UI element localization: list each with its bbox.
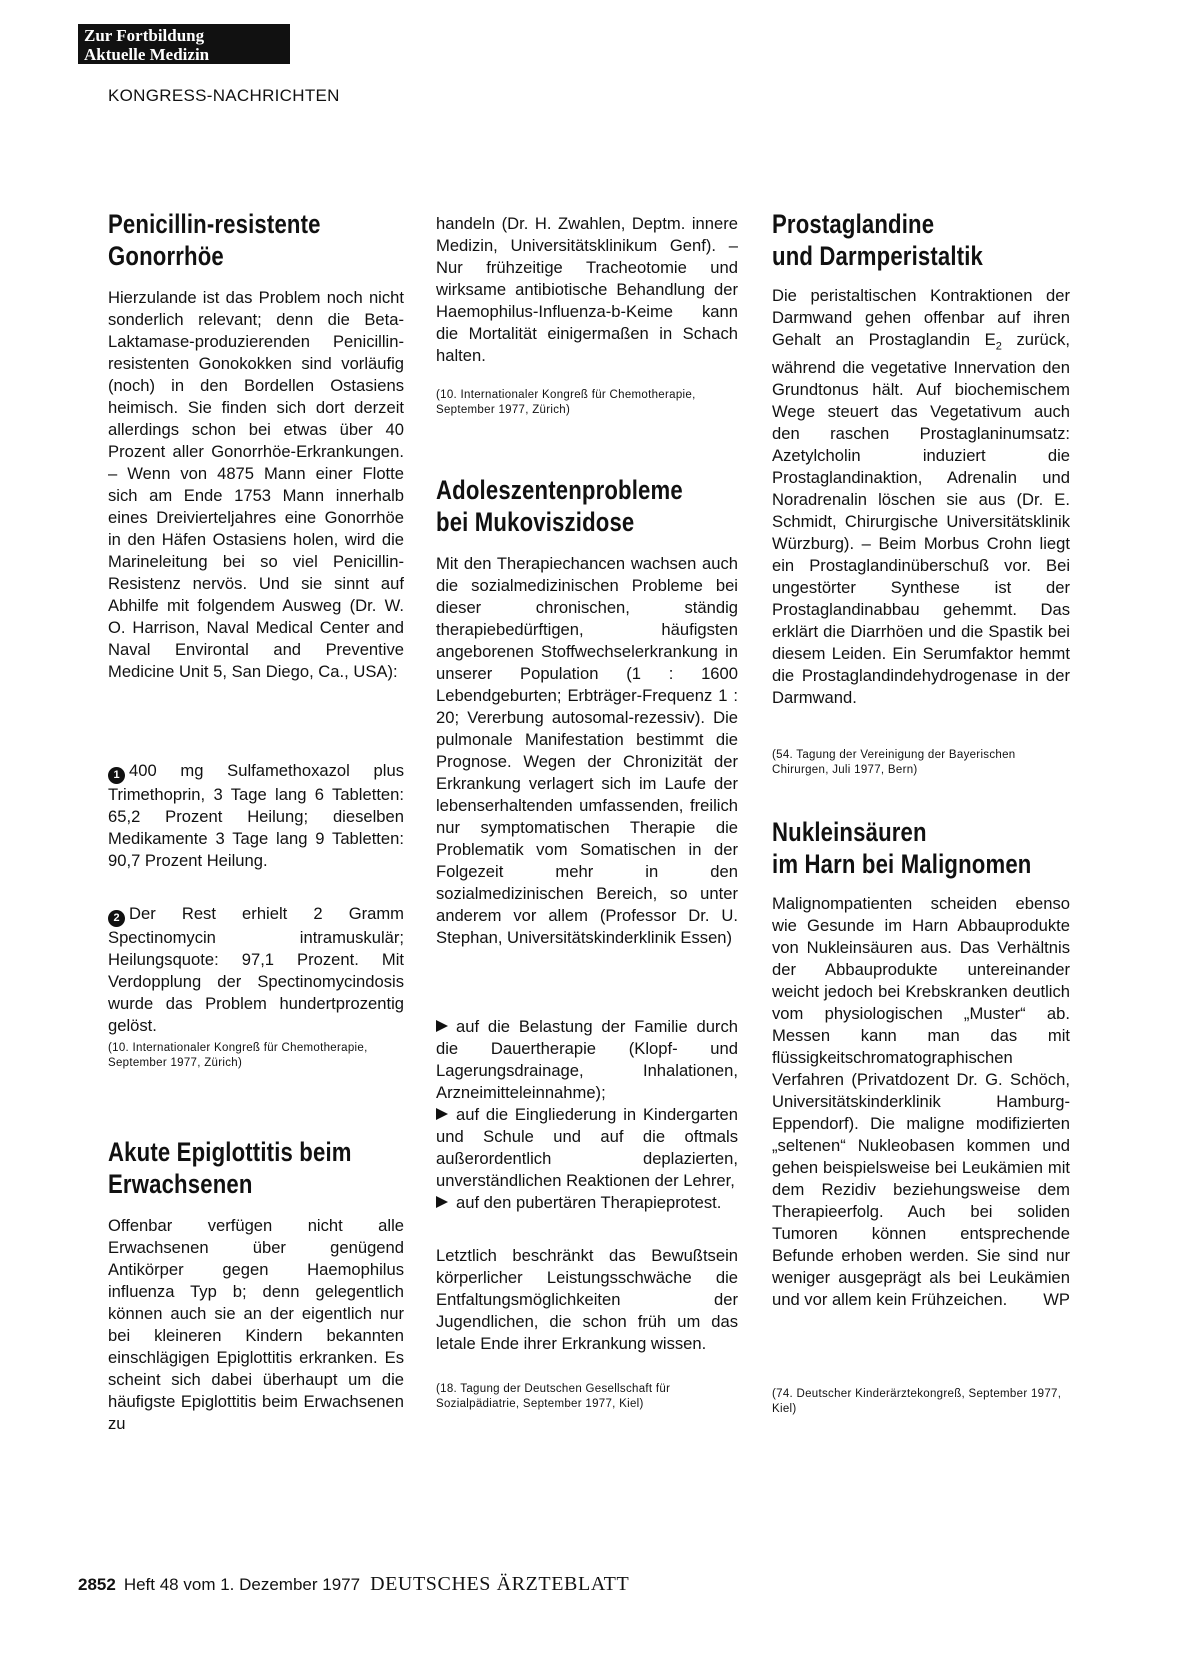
list-item-text: auf die Belastung der Familie durch die Dauertherapie (Klopf- und Lagerungsdrainage, Inhalationen, Arzneimitteleinnahme); [436, 1017, 738, 1102]
number-1-icon: 1 [108, 767, 125, 784]
title-line: Adoleszentenprobleme [436, 475, 683, 505]
badge-line-1: Zur Fortbildung [84, 26, 205, 45]
article-body-epiglottitis: Offenbar verfügen nicht alle Erwachsenen über genügend Antikörper gegen Haemophilus influenza Typ b; denn gelegentlich können auch sie an der eigentlich nur bei kleineren Kindern bekannten einschlägigen Epiglottitis erkranken. Es scheint sich dabei überhaupt um die häufigste Epiglottitis beim Erwachsenen zu [108, 1216, 404, 1433]
source-note: (54. Tagung der Vereinigung der Bayerischen Chirurgen, Juli 1977, Bern) [772, 749, 1016, 776]
category-badge [78, 24, 290, 64]
issue-date: Heft 48 vom 1. Dezember 1977 [123, 1575, 361, 1594]
triangle-bullet-icon [436, 1108, 448, 1120]
article-body-mukoviszidose-conclusion: Letztlich beschränkt das Bewußtsein körperlicher Leistungsschwäche die Entfaltungsmöglichkeiten der Jugendlichen, die schon früh um das letale Ende ihrer Erkrankung wissen. [436, 1246, 738, 1353]
author-initials: WP [1043, 1290, 1070, 1309]
number-2-icon: 2 [108, 910, 125, 927]
title-line: Prostaglandine [772, 209, 935, 239]
article-title-epiglottitis [108, 1136, 352, 1200]
article-title-penicillin [108, 208, 321, 272]
article-body-penicillin: Hierzulande ist das Problem noch nicht sonderlich relevant; denn die Beta-Laktamase-produzierenden Penicillin-resistenten Gonokokken sind vorläufig (noch) in den Bordellen Ostasiens heimisch. Sie finden sich dort derzeit allerdings schon bei etwas über 40 Prozent aller Gonorrhöe-Erkrankungen. – Wenn von 4875 Mann einer Flotte sich am Ende 1753 Mann innerhalb eines Dreivierteljahres eine Gonorrhöe in den Häfen Ostasiens holen, wird die Marineleitung bei so viel Penicillin-Resistenz nervös. Und sie sinnt auf Abhilfe mit folgendem Ausweg (Dr. W. O. Harrison, Naval Medical Center and Naval Environtal and Preventive Medicine Unit 5, San Diego, Ca., USA): [108, 288, 404, 681]
title-line: Akute Epiglottitis beim [108, 1137, 352, 1167]
article-title-prostaglandine [772, 208, 983, 272]
triangle-bullet-icon [436, 1196, 448, 1208]
article-title-nukleinsaeuren [772, 816, 1031, 880]
source-note: (74. Deutscher Kinderärztekongreß, September 1977, Kiel) [772, 1388, 1062, 1415]
page-footer [78, 1573, 629, 1596]
title-line: Nukleinsäuren [772, 817, 927, 847]
title-line: Gonorrhöe [108, 241, 224, 271]
list-item-text: auf den pubertären Therapieprotest. [456, 1193, 722, 1212]
title-line: im Harn bei Malignomen [772, 849, 1032, 879]
page-number: 2852 [78, 1575, 116, 1594]
triangle-bullet-icon [436, 1020, 448, 1032]
subscript: 2 [995, 340, 1002, 353]
source-note: (10. Internationaler Kongreß für Chemotherapie, September 1977, Zürich) [436, 389, 696, 416]
journal-name: DEUTSCHES ÄRZTEBLATT [370, 1573, 630, 1595]
article-body-nukleinsaeuren [772, 893, 1070, 1311]
body-text: Malignompatienten scheiden ebenso wie Gesunde im Harn Abbauprodukte von Nukleinsäuren aus. Das Verhältnis der Abbauprodukte untereinander weicht jedoch bei Krebskranken deutlich vom physiologischen „Muster“ ab. Messen kann man das mit flüssigkeitschromatographischen Verfahren (Privatdozent Dr. G. Schöch, Universitätskinderklinik Hamburg-Eppendorf). Die maligne modifizierten „seltenen“ Nukleobasen kommen und gehen beispielsweise bei Leukämien mit dem Rezidiv beziehungsweise dem Therapieerfolg. Auch bei soliden Tumoren können entsprechende Befunde erhoben werden. Sie sind nur weniger ausgeprägt als bei Leukämien und vor allem kein Frühzeichen. [772, 894, 1070, 1309]
list-item-text: auf die Eingliederung in Kindergarten und Schule und auf die oftmals außerordentlich deplazierten, unverständlichen Reaktionen der Lehrer, [436, 1105, 738, 1190]
title-line: und Darmperistaltik [772, 241, 984, 271]
article-body-mukoviszidose: Mit den Therapiechancen wachsen auch die sozialmedizinischen Probleme bei dieser chronischen, ständig therapiebedürftigen, häufigsten angeborenen Stoffwechselerkrankung in unserer Population (1 : 1600 Lebendgeburten; Erbträger-Frequenz 1 : 20; Vererbung autosomal-rezessiv). Die pulmonale Manifestation bestimmt die Prognose. Wegen der Chronizität der Erkrankung verlagert sich im Laufe der lebenserhaltenden umfassenden, freilich nur symptomatischen Therapie die Problematik vom Somatischen in der Folgezeit mehr in den sozialmedizinischen Bereich, so unter anderem vor allem (Professor Dr. U. Stephan, Universitätskinderklinik Essen) [436, 554, 738, 947]
article-title-mukoviszidose [436, 474, 683, 538]
title-line: Penicillin-resistente [108, 209, 321, 239]
source-note: (10. Internationaler Kongreß für Chemotherapie, September 1977, Zürich) [108, 1042, 368, 1069]
list-item [108, 760, 404, 872]
list-item-text: 400 mg Sulfamethoxazol plus Trimethoprin, 3 Tage lang 6 Tabletten: 65,2 Prozent Heilung; dieselben Medikamente 3 Tage lang 9 Tabletten: 90,7 Prozent Heilung. [108, 761, 404, 870]
article-body-prostaglandine [772, 285, 1070, 709]
list-item [436, 1104, 738, 1192]
badge-line-2: Aktuelle Medizin [84, 45, 210, 64]
bullet-list [436, 1016, 738, 1214]
list-item [436, 1192, 738, 1214]
list-item [436, 1016, 738, 1104]
list-item [108, 903, 404, 1037]
title-line: bei Mukoviszidose [436, 507, 635, 537]
body-text: Die peristaltischen Kontraktionen der Darmwand gehen offenbar auf ihren Gehalt an Prostaglandin E [772, 286, 1070, 349]
body-text: zurück, während die vegetative Innervation den Grundtonus hält. Auf biochemischem Wege steuert das Vegetativum auch den raschen Prostaglaninumsatz: Azetylcholin induziert die Prostaglandinaktion, Adrenalin und Noradrenalin löschen sie aus (Dr. E. Schmidt, Chirurgische Universitätsklinik Würzburg). – Beim Morbus Crohn liegt ein Prostaglandinüberschuß vor. Bei ungestörter Synthese ist der Prostaglandinabbau gehemmt. Das erklärt die Diarrhöen und die Spastik bei diesem Leiden. Ein Serumfaktor hemmt die Prostaglandindehydrogenase in der Darmwand. [772, 330, 1070, 708]
title-line: Erwachsenen [108, 1169, 253, 1199]
article-body-epiglottitis-continued: handeln (Dr. H. Zwahlen, Deptm. innere Medizin, Universitätsklinikum Genf). – Nur frühzeitige Tracheotomie und wirksame antibiotische Behandlung der Haemophilus-Influenza-b-Keime kann die Mortalität einigermaßen in Schach halten. [436, 214, 738, 365]
source-note: (18. Tagung der Deutschen Gesellschaft für Sozialpädiatrie, September 1977, Kiel) [436, 1383, 671, 1410]
section-label: KONGRESS-NACHRICHTEN [108, 86, 340, 105]
list-item-text: Der Rest erhielt 2 Gramm Spectinomycin intramuskulär; Heilungsquote: 97,1 Prozent. Mit Verdopplung der Spectinomycindosis wurde das Problem hundertprozentig gelöst. [108, 904, 404, 1035]
